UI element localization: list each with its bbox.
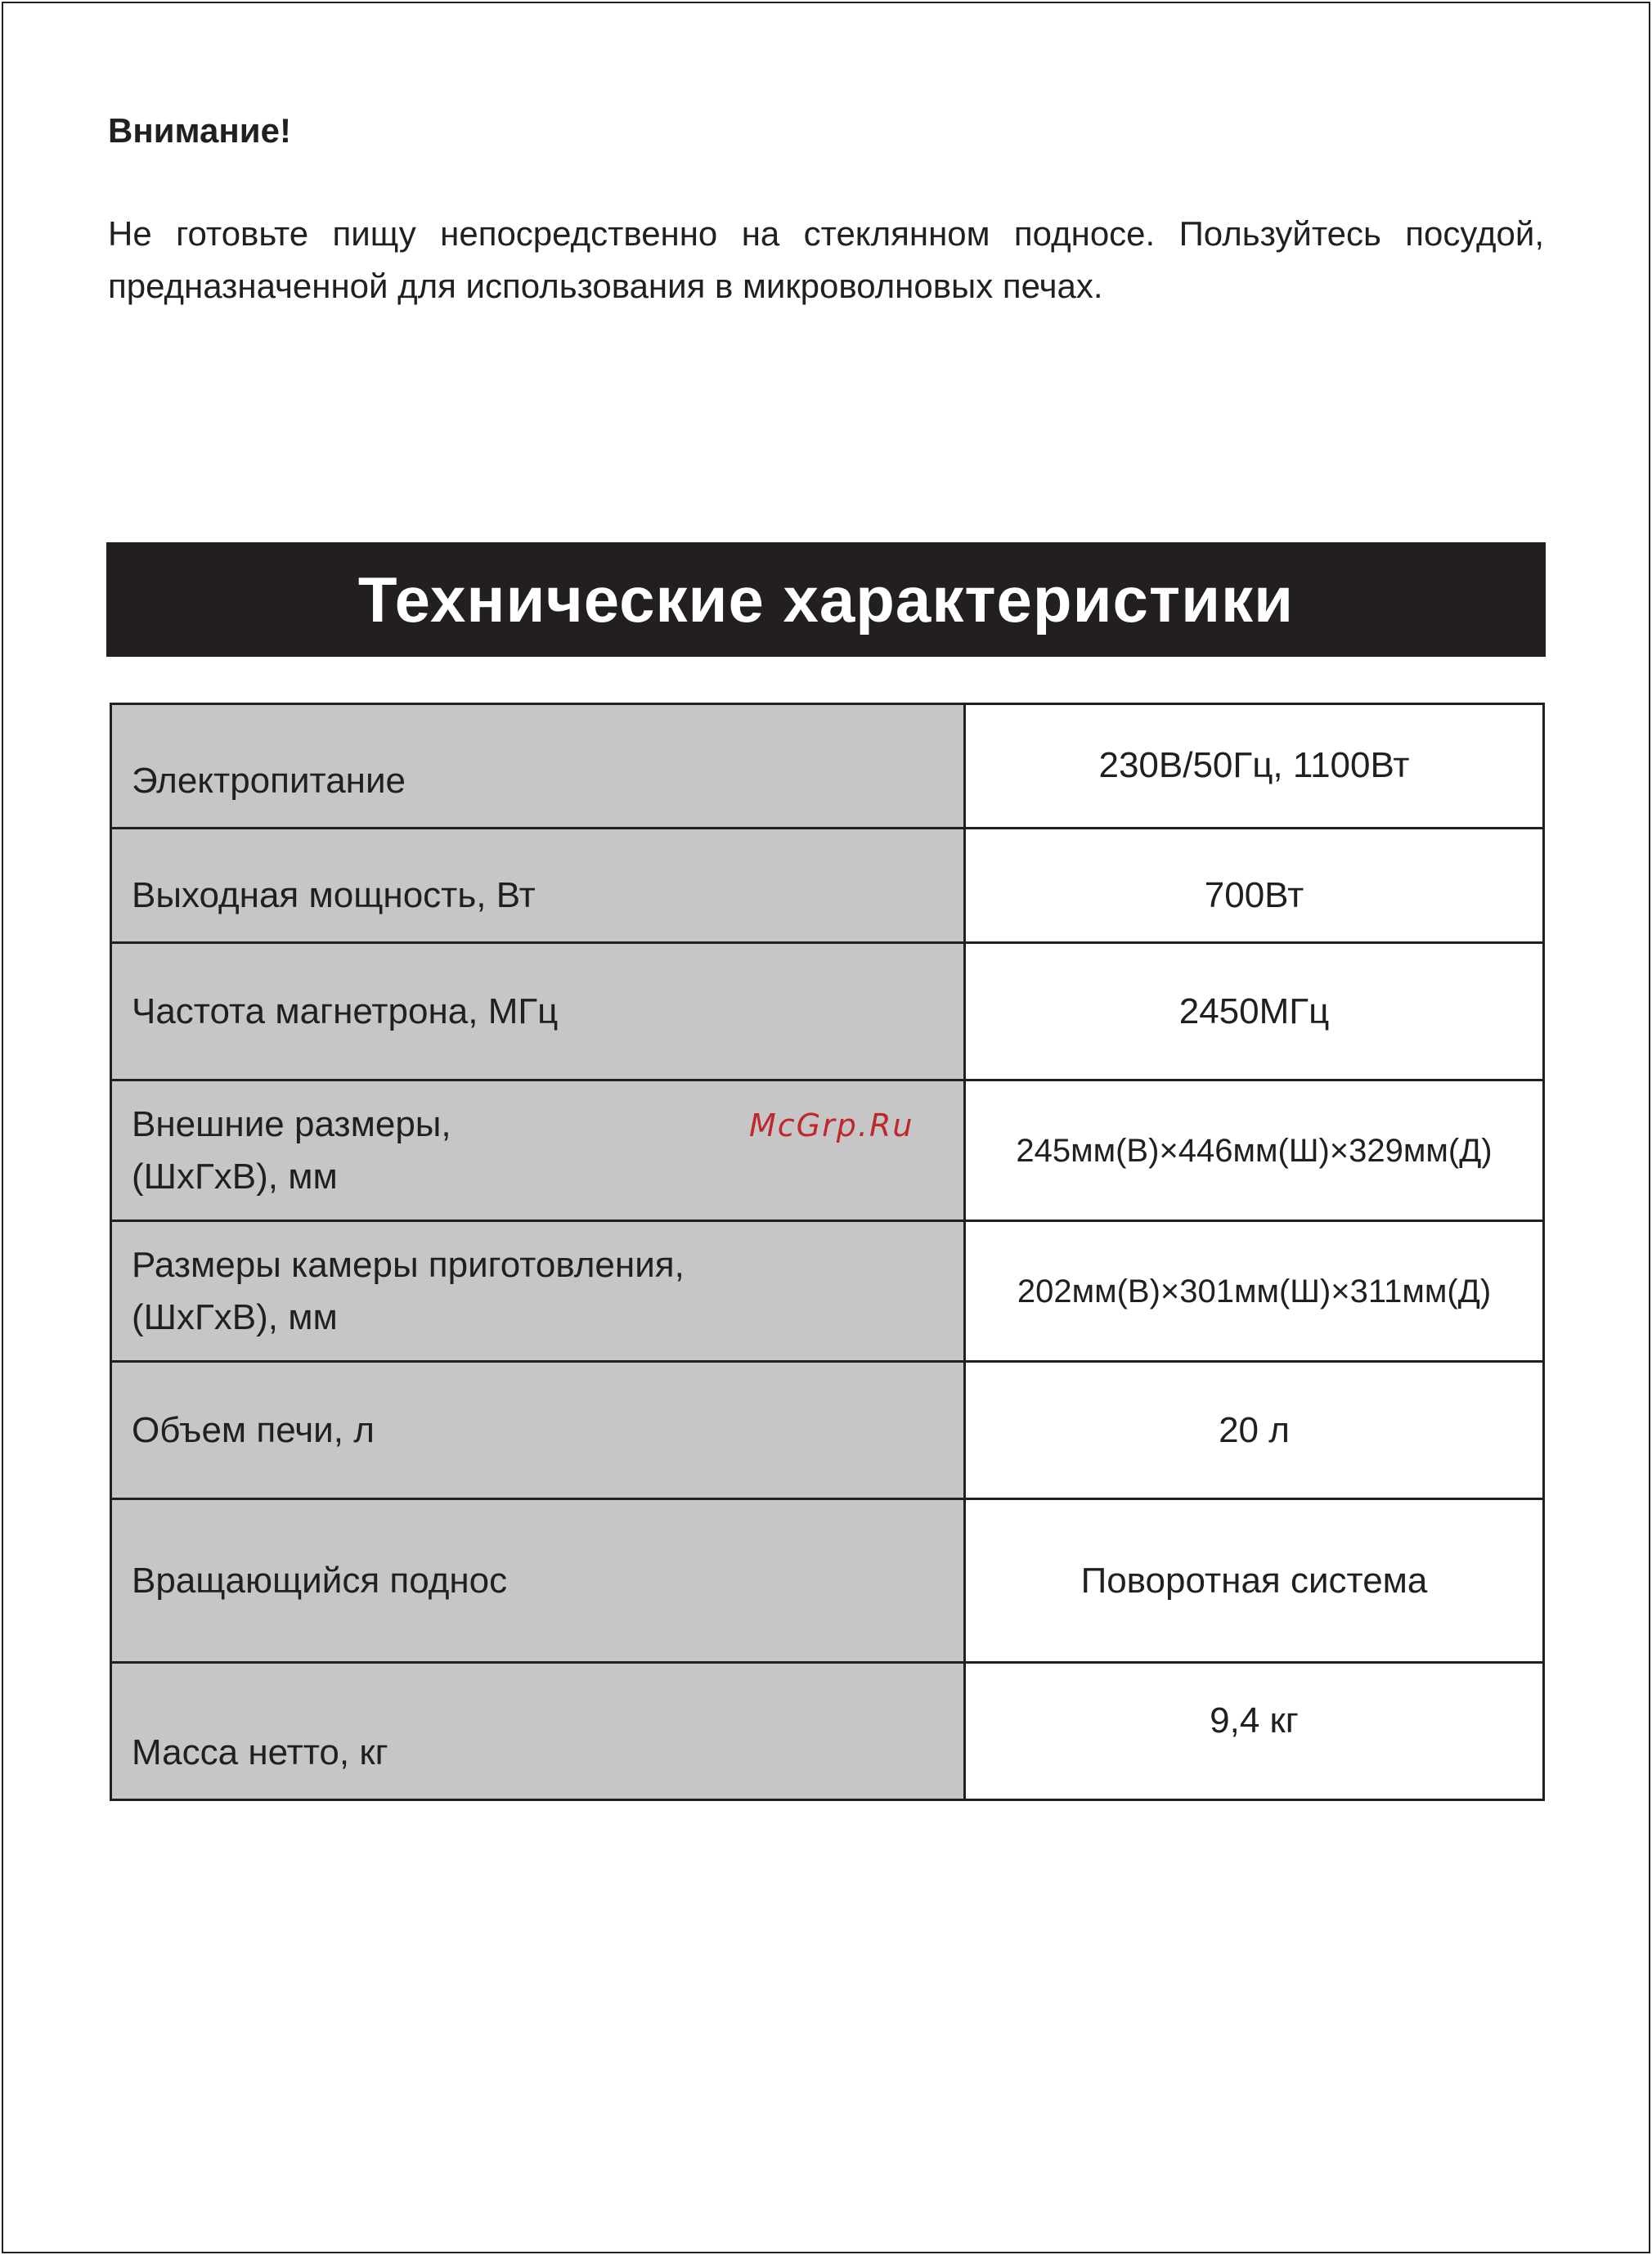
table-row [111, 1362, 1544, 1499]
table-row [111, 704, 1544, 829]
spec-value: 700Вт [965, 829, 1544, 943]
spec-table [110, 703, 1545, 1801]
table-row [111, 943, 1544, 1080]
table-row [111, 829, 1544, 943]
spec-label-line: Внешние размеры, [132, 1103, 451, 1144]
spec-value: 2450МГц [965, 943, 1544, 1080]
spec-label: Выходная мощность, Вт [111, 829, 965, 943]
spec-label: Вращающийся поднос [111, 1499, 965, 1663]
spec-label-line: Размеры камеры приготовления, [132, 1244, 685, 1285]
attention-title: Внимание! [108, 111, 291, 150]
spec-value: 20 л [965, 1362, 1544, 1499]
watermark: McGrp.Ru [749, 1107, 914, 1143]
section-banner [106, 542, 1546, 657]
table-row [111, 1080, 1544, 1221]
spec-value: 202мм(В)×301мм(Ш)×311мм(Д) [965, 1221, 1544, 1362]
spec-label [111, 1080, 965, 1221]
spec-label: Частота магнетрона, МГц [111, 943, 965, 1080]
table-row [111, 1221, 1544, 1362]
spec-label: Электропитание [111, 704, 965, 829]
table-row [111, 1499, 1544, 1663]
spec-label-line: (ШхГхВ), мм [132, 1156, 338, 1197]
attention-text: Не готовьте пищу непосредственно на стеклянном подносе. Пользуйтесь посудой, предназначенной для использования в микроволновых печах. [108, 214, 1544, 305]
spec-value: 9,4 кг [965, 1663, 1544, 1800]
spec-value: 245мм(В)×446мм(Ш)×329мм(Д) [965, 1080, 1544, 1221]
spec-value: Поворотная система [965, 1499, 1544, 1663]
spec-value: 230В/50Гц, 1100Вт [965, 704, 1544, 829]
spec-label [111, 1221, 965, 1362]
spec-label-line: (ШхГхВ), мм [132, 1296, 338, 1337]
spec-label: Масса нетто, кг [111, 1663, 965, 1800]
table-row [111, 1663, 1544, 1800]
section-title: Технические характеристики [357, 563, 1295, 636]
spec-label: Объем печи, л [111, 1362, 965, 1499]
